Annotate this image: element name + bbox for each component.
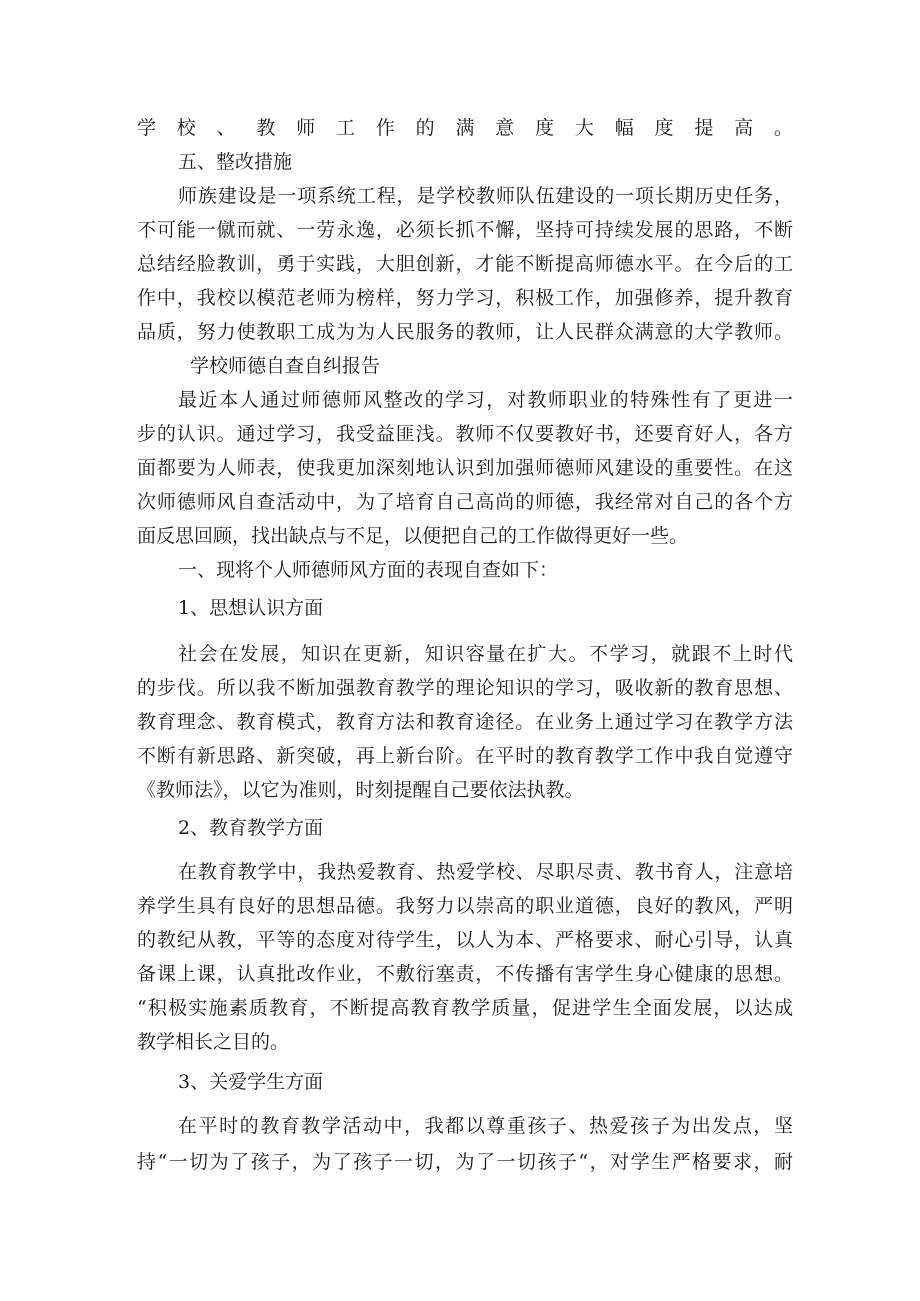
text-line: 《教师法》，以它为准则，时刻提醒自己要依法执教。 (137, 779, 584, 801)
text-line: 不断有新思路、新突破，再上新台阶。在平时的教育教学工作中我自觉遵守 (137, 745, 793, 767)
subsection-heading: 3、关爱学生方面 (178, 1071, 324, 1093)
text-line: 的教纪从教，平等的态度对待学生，以人为本、严格要求、耐心引导，认真 (137, 929, 793, 951)
text-line: 步的认识。通过学习，我受益匪浅。教师不仅要教好书，还要育好人，各方 (137, 423, 793, 445)
text-line: 在平时的教育教学活动中，我都以尊重孩子、热爱孩子为出发点，坚 (178, 1115, 793, 1137)
subsection-heading: 1、思想认识方面 (178, 597, 324, 619)
text-line: 总结经脸教训，勇于实践，大胆创新，才能不断提高师德水平。在今后的工 (137, 253, 793, 275)
section-heading: 五、整改措施 (178, 151, 293, 173)
text-line: 持“一切为了孩子，为了孩子一切，为了一切孩子“，对学生严格要求，耐 (137, 1151, 793, 1173)
text-line: “积极实施素质教育，不断提高教育教学质量，促进学生全面发展，以达成 (137, 997, 793, 1019)
text-line: 养学生具有良好的思想品德。我努力以崇高的职业道德，良好的教风，严明 (137, 895, 793, 917)
text-line: 教学相长之目的。 (137, 1031, 290, 1053)
text-line: 师族建设是一项系统工程，是学校教师队伍建设的一项长期历史任务， (178, 185, 793, 207)
text-line: 品质，努力使教职工成为为人民服务的教师，让人民群众满意的大学教师。 (137, 321, 793, 343)
text-line: 最近本人通过师德师风整改的学习，对教师职业的特殊性有了更进一 (178, 389, 793, 411)
text-line: 次师德师风自查活动中，为了培育自己高尚的师德，我经常对自己的各个方 (137, 491, 793, 513)
subsection-heading: 2、教育教学方面 (178, 817, 324, 839)
text-line: 社会在发展，知识在更新，知识容量在扩大。不学习，就跟不上时代 (178, 643, 793, 665)
text-line: 学校、教师工作的满意度大幅度提高。 (137, 117, 793, 139)
text-line: 面反思回顾，找出缺点与不足，以便把自己的工作做得更好一些。 (137, 525, 689, 547)
text-line: 作中，我校以模范老师为榜样，努力学习，积极工作，加强修养，提升教育 (137, 287, 793, 309)
text-line: 教育理念、教育模式，教育方法和教育途径。在业务上通过学习在教学方法 (137, 711, 793, 733)
text-line: 的步伐。所以我不断加强教育教学的理论知识的学习，吸收新的教育思想、 (137, 677, 793, 699)
text-line: 在教育教学中，我热爱教育、热爱学校、尽职尽责、教书育人，注意培 (178, 861, 793, 883)
text-line: 不可能一僦而就、一劳永逸，必须长抓不懈，坚持可持续发展的思路，不断 (137, 219, 793, 241)
section-heading: 一、现将个人师德师风方面的表现自查如下： (178, 559, 559, 581)
text-line: 备课上课，认真批改作业，不敷衍塞责，不传播有害学生身心健康的思想。 (137, 963, 793, 985)
text-line: 面都要为人师表，使我更加深刻地认识到加强师德师风建设的重要性。在这 (137, 457, 793, 479)
report-title: 学校师德自查自纠报告 (190, 355, 381, 377)
